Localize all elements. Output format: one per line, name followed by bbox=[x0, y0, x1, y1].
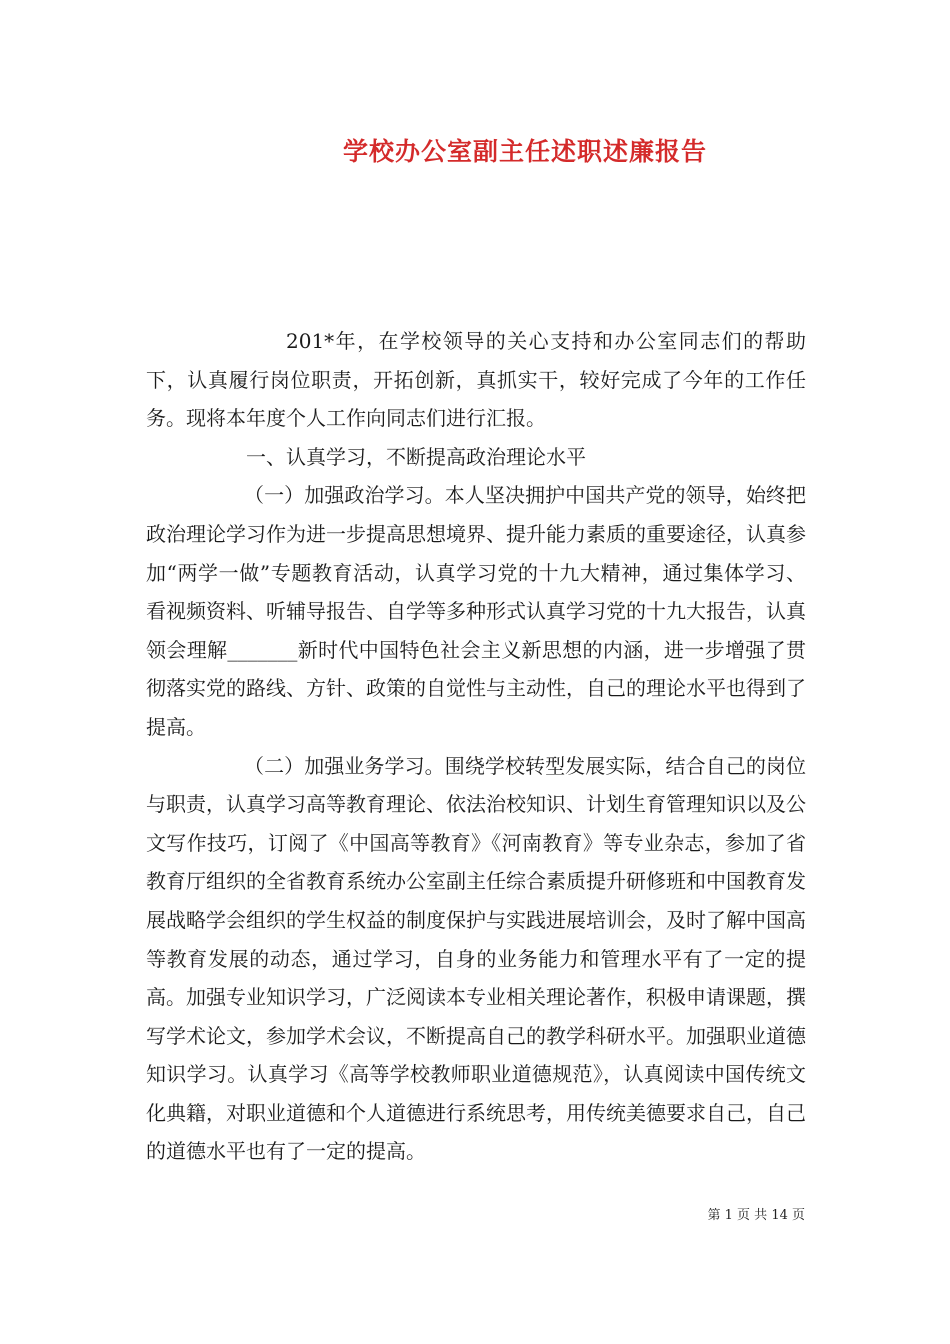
section-heading-1: 一、认真学习，不断提高政治理论水平 bbox=[246, 444, 586, 469]
page-number-footer: 第 1 页 共 14 页 bbox=[707, 1208, 805, 1223]
paragraph-business-study: （二）加强业务学习。围绕学校转型发展实际，结合自己的岗位与职责，认真学习高等教育理论、依法治校知识、计划生育管理知识以及公文写作技巧，订阅了《中国高等教育》《河南教育》等专业杂志，参加了省教育厅组织的全省教育系统办公室副主任综合素质提升研修班和中国教育发展战略学会组织的学生权益的制度保护与实践进展培训会，及时了解中国高等教育发展的动态，通过学习，自身的业务能力和管理水平有了一定的提高。加强专业知识学习，广泛阅读本专业相关理论著作，积极申请课题，撰写学术论文，参加学术会议，不断提高自己的教学科研水平。加强职业道德知识学习。认真学习《高等学校教师职业道德规范》，认真阅读中国传统文化典籍，对职业道德和个人道德进行系统思考，用传统美德要求自己，自己的道德水平也有了一定的提高。 bbox=[146, 753, 806, 1164]
document-title: 学校办公室副主任述职述廉报告 bbox=[342, 137, 707, 166]
paragraph-intro: 201*年，在学校领导的关心支持和办公室同志们的帮助下，认真履行岗位职责，开拓创新，真抓实干，较好完成了今年的工作任务。现将本年度个人工作向同志们进行汇报。 bbox=[146, 329, 806, 431]
paragraph-political-study: （一）加强政治学习。本人坚决拥护中国共产党的领导，始终把政治理论学习作为进一步提高思想境界、提升能力素质的重要途径，认真参加“两学一做”专题教育活动，认真学习党的十九大精神，通过集体学习、看视频资料、听辅导报告、自学等多种形式认真学习党的十九大报告，认真领会理解_______新时代中国特色社会主义新思想的内涵，进一步增强了贯彻落实党的路线、方针、政策的自觉性与主动性，自己的理论水平也得到了提高。 bbox=[146, 483, 806, 739]
document-body bbox=[146, 322, 806, 1171]
